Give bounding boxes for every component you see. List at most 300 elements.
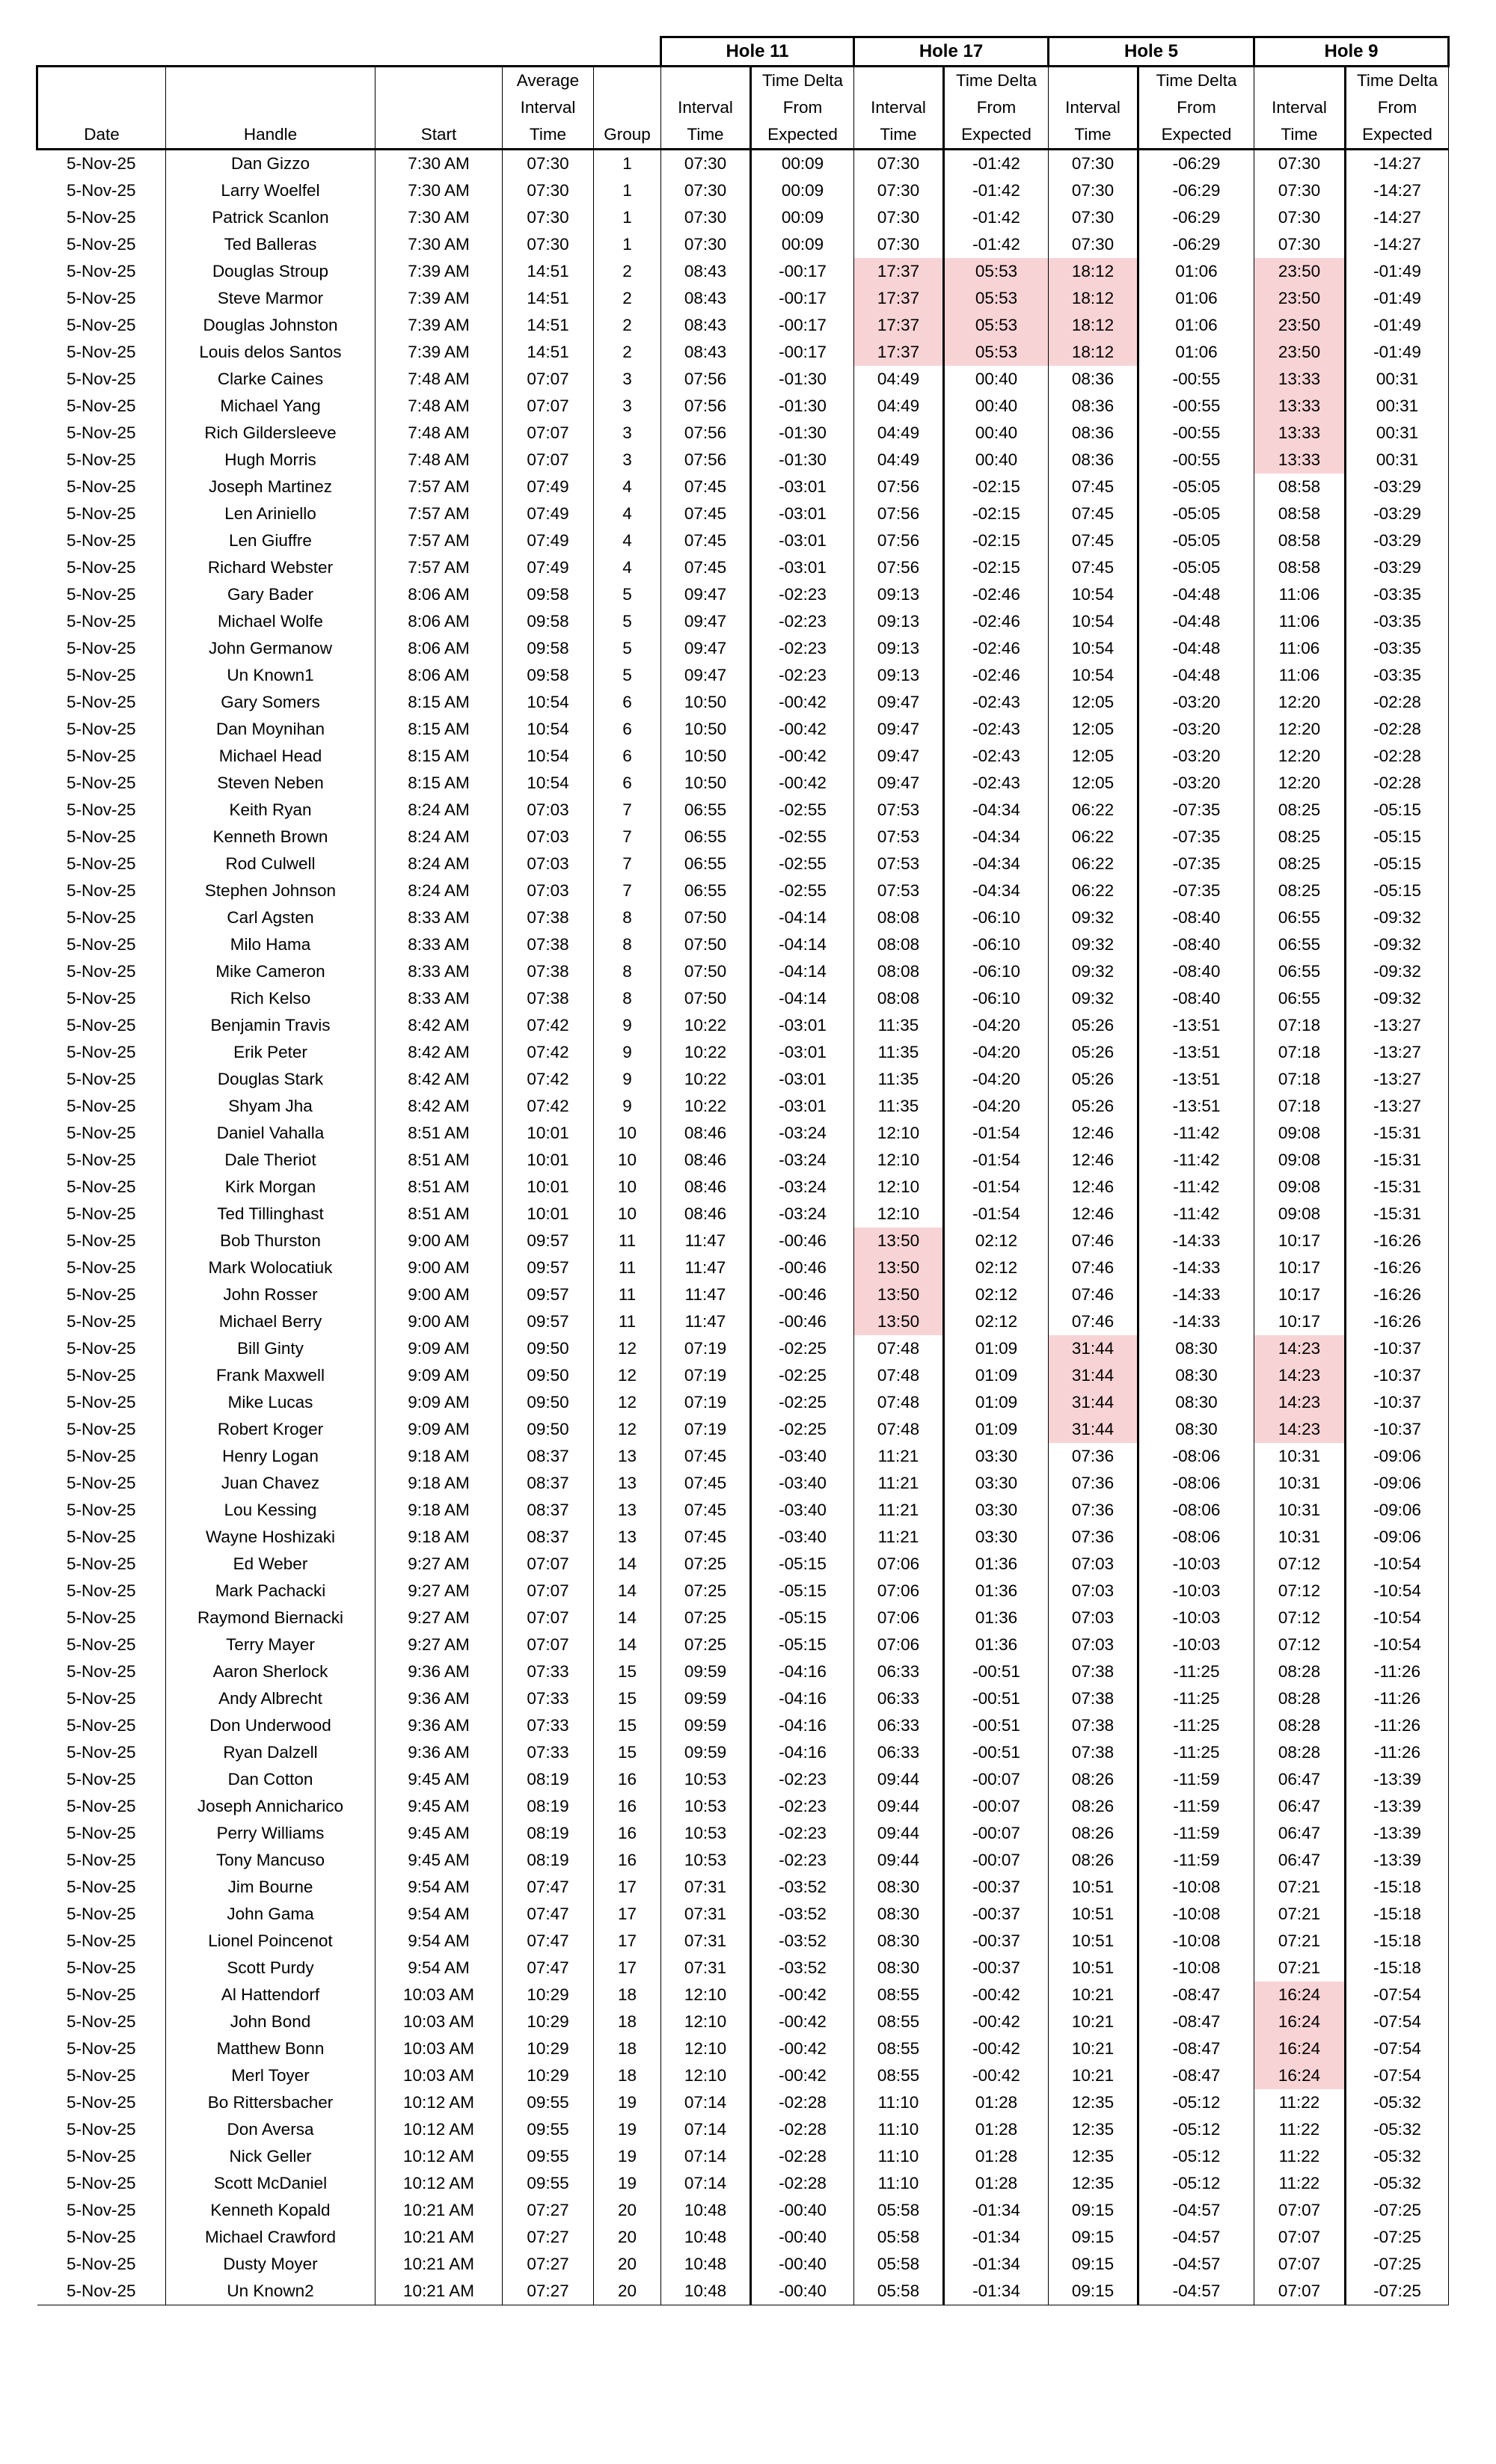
hole9-time-delta-cell: -13:27 [1346, 1012, 1449, 1039]
start-cell: 9:27 AM [375, 1631, 503, 1658]
group-cell: 2 [594, 312, 661, 339]
hole5-time-delta-cell: -10:03 [1138, 1551, 1254, 1578]
hole5-interval-time-cell: 07:30 [1049, 204, 1138, 231]
average-interval-time-cell: 07:03 [503, 797, 594, 824]
hole9-interval-time-cell: 07:18 [1254, 1093, 1346, 1120]
table-row [37, 1066, 1449, 1093]
handle-cell: Don Underwood [166, 1712, 375, 1739]
hole11-interval-time-cell: 10:53 [661, 1766, 751, 1793]
table-row [37, 1362, 1449, 1389]
hole17-time-delta-cell: -00:42 [944, 2008, 1049, 2035]
hole5-time-delta-cell: -03:20 [1138, 689, 1254, 716]
hole11-time-delta-cell: -05:15 [751, 1631, 854, 1658]
start-cell: 8:51 AM [375, 1120, 503, 1147]
start-cell: 9:00 AM [375, 1228, 503, 1254]
average-interval-time-cell: 07:07 [503, 1578, 594, 1605]
group-cell: 18 [594, 2008, 661, 2035]
hole11-time-delta-cell: -02:55 [751, 797, 854, 824]
hole9-time-delta-cell: -13:39 [1346, 1766, 1449, 1793]
hole9-interval-time-cell: 16:24 [1254, 2035, 1346, 2062]
hole11-interval-time-cell: 09:47 [661, 581, 751, 608]
table-row [37, 1524, 1449, 1551]
hole17-time-delta-cell: -01:54 [944, 1174, 1049, 1201]
group-cell: 12 [594, 1362, 661, 1389]
average-interval-time-cell: 08:19 [503, 1766, 594, 1793]
date-cell: 5-Nov-25 [37, 1362, 166, 1389]
hole9-time-delta-cell: -11:26 [1346, 1712, 1449, 1739]
hole11-interval-time-cell: 07:50 [661, 958, 751, 985]
hole11-time-delta-cell: -05:15 [751, 1578, 854, 1605]
group-cell: 10 [594, 1120, 661, 1147]
handle-cell: Ted Tillinghast [166, 1201, 375, 1228]
table-row [37, 1955, 1449, 1982]
handle-cell: Michael Head [166, 743, 375, 770]
average-interval-time-cell: 07:38 [503, 904, 594, 931]
average-interval-time-cell: 07:07 [503, 366, 594, 393]
handle-cell: Michael Crawford [166, 2224, 375, 2251]
hole5-time-delta-cell: -11:42 [1138, 1174, 1254, 1201]
hole11-interval-time-cell: 07:25 [661, 1631, 751, 1658]
hole11-time-delta-cell: -01:30 [751, 420, 854, 447]
hole11-interval-time-cell: 10:22 [661, 1039, 751, 1066]
hole17-interval-time-cell: 08:08 [854, 985, 944, 1012]
hole11-interval-time-cell: 12:10 [661, 2062, 751, 2089]
hole5-interval-time-cell: 08:26 [1049, 1847, 1138, 1874]
hole17-time-delta-cell: -01:54 [944, 1120, 1049, 1147]
hole11-time-delta-cell: -02:25 [751, 1335, 854, 1362]
hole17-interval-time-cell: 11:21 [854, 1470, 944, 1497]
date-cell: 5-Nov-25 [37, 1820, 166, 1847]
date-cell: 5-Nov-25 [37, 1497, 166, 1524]
table-row [37, 1281, 1449, 1308]
header-line [375, 94, 502, 121]
handle-cell: Louis delos Santos [166, 339, 375, 366]
tee-time-table [36, 36, 1450, 2305]
date-cell: 5-Nov-25 [37, 1955, 166, 1982]
hole17-time-delta-cell: 00:40 [944, 366, 1049, 393]
hole17-time-delta-cell: 03:30 [944, 1470, 1049, 1497]
start-cell: 9:54 AM [375, 1901, 503, 1928]
group-cell: 20 [594, 2278, 661, 2305]
hole17-interval-time-cell: 05:58 [854, 2278, 944, 2305]
header-line: Time [880, 125, 917, 144]
start-cell: 7:39 AM [375, 312, 503, 339]
hole11-time-delta-cell: -04:14 [751, 958, 854, 985]
group-cell: 8 [594, 931, 661, 958]
table-row [37, 2062, 1449, 2089]
date-cell: 5-Nov-25 [37, 1174, 166, 1201]
group-cell: 17 [594, 1955, 661, 1982]
hole17-interval-time-cell: 11:21 [854, 1443, 944, 1470]
hole9-time-delta-cell: -16:26 [1346, 1228, 1449, 1254]
hole11-time-delta-cell: -04:16 [751, 1658, 854, 1685]
header-line: Average [516, 71, 580, 90]
average-interval-time-cell: 09:58 [503, 581, 594, 608]
hole9-interval-time-cell: 07:07 [1254, 2224, 1346, 2251]
hole9-interval-time-cell: 07:30 [1254, 204, 1346, 231]
hole9-time-delta-cell: -11:26 [1346, 1685, 1449, 1712]
group-cell: 7 [594, 797, 661, 824]
hole-header-row [37, 37, 1449, 67]
date-cell: 5-Nov-25 [37, 1712, 166, 1739]
hole17-time-delta-cell: -00:51 [944, 1685, 1049, 1712]
hole9-time-delta-cell: -15:18 [1346, 1874, 1449, 1901]
hole5-time-delta-cell: -04:57 [1138, 2278, 1254, 2305]
group-cell: 14 [594, 1551, 661, 1578]
handle-cell: Steven Neben [166, 770, 375, 797]
hole11-interval-time-cell: 06:55 [661, 877, 751, 904]
hole5-time-delta-cell: -05:12 [1138, 2089, 1254, 2116]
hole17-time-delta-cell: -02:46 [944, 581, 1049, 608]
hole11-time-delta-cell: -00:40 [751, 2251, 854, 2278]
average-interval-time-cell: 10:54 [503, 770, 594, 797]
hole9-interval-time-cell: 11:06 [1254, 635, 1346, 662]
group-cell: 16 [594, 1793, 661, 1820]
hole5-interval-time-cell: 10:54 [1049, 581, 1138, 608]
start-cell: 8:42 AM [375, 1039, 503, 1066]
average-interval-time-cell: 09:58 [503, 662, 594, 689]
average-interval-time-cell: 09:58 [503, 608, 594, 635]
start-cell: 8:33 AM [375, 931, 503, 958]
handle-cell: Juan Chavez [166, 1470, 375, 1497]
table-row [37, 1147, 1449, 1174]
hole5-interval-time-cell: 12:46 [1049, 1174, 1138, 1201]
group-cell: 13 [594, 1470, 661, 1497]
hole5-interval-time-cell: 10:21 [1049, 2062, 1138, 2089]
header-line: From [1177, 98, 1216, 117]
hole11-time-delta-cell: -00:46 [751, 1228, 854, 1254]
hole5-time-delta-cell: 08:30 [1138, 1335, 1254, 1362]
table-row [37, 1228, 1449, 1254]
hole11-interval-time-cell: 07:14 [661, 2170, 751, 2197]
group-cell: 11 [594, 1308, 661, 1335]
handle-cell: Gary Somers [166, 689, 375, 716]
hole9-interval-time-cell: 06:55 [1254, 931, 1346, 958]
hole11-time-delta-cell: -00:40 [751, 2197, 854, 2224]
hole11-interval-time-cell: 09:59 [661, 1712, 751, 1739]
hole5-time-delta-cell: -03:20 [1138, 770, 1254, 797]
header-line: Interval [678, 98, 733, 117]
hole9-time-delta-cell: -13:39 [1346, 1847, 1449, 1874]
hole5-time-delta-cell: -04:57 [1138, 2251, 1254, 2278]
hole17-time-delta-cell: 05:53 [944, 339, 1049, 366]
hole17-time-delta-cell: -04:20 [944, 1093, 1049, 1120]
hole9-time-delta-cell: -10:54 [1346, 1631, 1449, 1658]
handle-cell: Joseph Martinez [166, 474, 375, 500]
header-line: Expected [1362, 125, 1432, 144]
hole17-interval-time-cell: 07:06 [854, 1578, 944, 1605]
header-line: Time Delta [1357, 71, 1438, 90]
hole17-interval-time-cell: 11:21 [854, 1497, 944, 1524]
hole9-time-delta-cell: -07:25 [1346, 2224, 1449, 2251]
column-header-row [37, 67, 1449, 150]
date-cell: 5-Nov-25 [37, 824, 166, 851]
hole11-interval-time-cell: 07:14 [661, 2116, 751, 2143]
hole11-time-delta-cell: -01:30 [751, 393, 854, 420]
hole17-interval-time-cell: 06:33 [854, 1685, 944, 1712]
hole17-interval-time-cell: 11:10 [854, 2116, 944, 2143]
table-row [37, 1470, 1449, 1497]
hole5-interval-time-cell: 10:51 [1049, 1901, 1138, 1928]
group-cell: 4 [594, 527, 661, 554]
hole17-interval-time-cell: 09:13 [854, 635, 944, 662]
handle-cell: Dale Theriot [166, 1147, 375, 1174]
handle-cell: Nick Geller [166, 2143, 375, 2170]
hole11-time-delta-cell: -00:42 [751, 743, 854, 770]
date-cell: 5-Nov-25 [37, 447, 166, 474]
hole9-interval-time-cell: 10:17 [1254, 1228, 1346, 1254]
hole17-time-delta-cell: -02:15 [944, 500, 1049, 527]
hole17-time-delta-cell: -01:34 [944, 2197, 1049, 2224]
hole5-interval-time-cell: 07:45 [1049, 554, 1138, 581]
table-row [37, 231, 1449, 258]
group-cell: 13 [594, 1497, 661, 1524]
hole17-time-delta-cell: -02:46 [944, 635, 1049, 662]
hole5-time-delta-cell: -11:59 [1138, 1847, 1254, 1874]
hole17-interval-time-cell: 08:08 [854, 904, 944, 931]
table-row [37, 204, 1449, 231]
table-row [37, 258, 1449, 285]
hole5-interval-time-cell: 18:12 [1049, 258, 1138, 285]
start-cell: 9:09 AM [375, 1335, 503, 1362]
start-cell: 10:21 AM [375, 2278, 503, 2305]
average-interval-time-cell: 10:54 [503, 743, 594, 770]
hole9-time-delta-cell: -11:26 [1346, 1658, 1449, 1685]
table-row [37, 877, 1449, 904]
start-cell: 7:57 AM [375, 500, 503, 527]
hole17-interval-time-cell: 07:48 [854, 1416, 944, 1443]
date-cell: 5-Nov-25 [37, 1631, 166, 1658]
hole11-interval-time-cell: 07:19 [661, 1416, 751, 1443]
table-row [37, 1685, 1449, 1712]
hole9-time-delta-cell: -03:35 [1346, 581, 1449, 608]
start-cell: 10:12 AM [375, 2116, 503, 2143]
handle-cell: Jim Bourne [166, 1874, 375, 1901]
average-interval-time-cell: 07:30 [503, 177, 594, 204]
hole5-interval-time-cell: 07:30 [1049, 150, 1138, 178]
hole5-interval-time-cell: 18:12 [1049, 285, 1138, 312]
hole17-time-delta-cell: -00:51 [944, 1739, 1049, 1766]
hole17-interval-time-cell: 13:50 [854, 1308, 944, 1335]
table-row [37, 366, 1449, 393]
hole5-interval-time-cell: 10:51 [1049, 1874, 1138, 1901]
date-cell: 5-Nov-25 [37, 339, 166, 366]
hole11-interval-time-cell: 07:30 [661, 177, 751, 204]
average-interval-time-cell: 10:29 [503, 1982, 594, 2008]
hole9-interval-time-cell: 13:33 [1254, 366, 1346, 393]
hole5-interval-time-cell: 07:45 [1049, 527, 1138, 554]
group-cell: 4 [594, 500, 661, 527]
hole5-interval-time-cell: 05:26 [1049, 1039, 1138, 1066]
average-interval-time-cell: 07:03 [503, 877, 594, 904]
hole5-time-delta-cell: -00:55 [1138, 366, 1254, 393]
start-cell: 9:18 AM [375, 1497, 503, 1524]
hole9-time-delta-cell: -16:26 [1346, 1281, 1449, 1308]
date-cell: 5-Nov-25 [37, 420, 166, 447]
group-cell: 13 [594, 1443, 661, 1470]
average-interval-time-cell: 07:42 [503, 1066, 594, 1093]
hole9-time-delta-cell: -05:32 [1346, 2170, 1449, 2197]
hole11-time-delta-cell: -02:25 [751, 1416, 854, 1443]
hole11-interval-time-cell: 07:31 [661, 1955, 751, 1982]
start-cell: 10:03 AM [375, 2035, 503, 2062]
hole17-time-delta-cell: -01:34 [944, 2224, 1049, 2251]
hole11-time-delta-cell: -02:23 [751, 608, 854, 635]
average-interval-time-cell: 07:38 [503, 958, 594, 985]
handle-cell: Mark Pachacki [166, 1578, 375, 1605]
start-cell: 10:12 AM [375, 2143, 503, 2170]
hole5-interval-time-cell: 06:22 [1049, 851, 1138, 877]
hole9-time-delta-cell: -09:32 [1346, 904, 1449, 931]
hole11-time-delta-cell: -00:40 [751, 2224, 854, 2251]
group-cell: 1 [594, 231, 661, 258]
hole11-time-delta-cell: -03:01 [751, 554, 854, 581]
hole9-time-delta-cell: -05:32 [1346, 2116, 1449, 2143]
hole11-time-delta-cell: -00:46 [751, 1254, 854, 1281]
hole17-time-delta-cell: -02:46 [944, 662, 1049, 689]
start-cell: 9:00 AM [375, 1254, 503, 1281]
hole17-interval-time-cell: 07:53 [854, 877, 944, 904]
hole5-interval-time-cell: 10:54 [1049, 608, 1138, 635]
average-interval-time-cell: 07:03 [503, 824, 594, 851]
group-cell: 9 [594, 1093, 661, 1120]
hole11-time-delta-cell: -04:14 [751, 985, 854, 1012]
hole17-interval-time-cell: 11:10 [854, 2170, 944, 2197]
hole9-time-delta-cell: -03:29 [1346, 474, 1449, 500]
handle-cell: Dan Gizzo [166, 150, 375, 178]
hole17-interval-time-cell: 07:30 [854, 150, 944, 178]
hole5-time-delta-cell: -03:20 [1138, 743, 1254, 770]
table-row [37, 1389, 1449, 1416]
hole9-time-delta-cell: -09:06 [1346, 1470, 1449, 1497]
hole5-interval-time-cell: 10:21 [1049, 1982, 1138, 2008]
hole9-time-delta-cell: -14:27 [1346, 231, 1449, 258]
average-interval-time-cell: 07:49 [503, 527, 594, 554]
group-cell: 18 [594, 1982, 661, 2008]
hole9-time-delta-cell: -02:28 [1346, 689, 1449, 716]
hole17-time-delta-cell: -02:46 [944, 608, 1049, 635]
average-interval-time-cell: 07:07 [503, 1605, 594, 1631]
table-row [37, 2116, 1449, 2143]
group-cell: 17 [594, 1874, 661, 1901]
hole11-interval-time-cell: 10:50 [661, 743, 751, 770]
handle-cell: Michael Yang [166, 393, 375, 420]
hole17-interval-time-cell: 07:06 [854, 1631, 944, 1658]
hole9-time-delta-cell: -02:28 [1346, 743, 1449, 770]
handle-cell: Kenneth Brown [166, 824, 375, 851]
handle-cell: Michael Wolfe [166, 608, 375, 635]
group-cell: 9 [594, 1012, 661, 1039]
hole11-interval-time-cell: 07:30 [661, 231, 751, 258]
handle-cell: Clarke Caines [166, 366, 375, 393]
date-cell: 5-Nov-25 [37, 1685, 166, 1712]
start-cell: 9:00 AM [375, 1281, 503, 1308]
hole9-time-delta-cell: 00:31 [1346, 447, 1449, 474]
hole5-time-delta-cell: -05:05 [1138, 554, 1254, 581]
hole5-time-delta-cell: -14:33 [1138, 1254, 1254, 1281]
table-row [37, 150, 1449, 178]
start-cell: 8:42 AM [375, 1093, 503, 1120]
hole5-time-delta-cell: -08:47 [1138, 2062, 1254, 2089]
average-interval-time-cell: 08:19 [503, 1793, 594, 1820]
hole5-time-delta-cell: -07:35 [1138, 797, 1254, 824]
hole17-time-delta-cell: -01:54 [944, 1201, 1049, 1228]
table-row [37, 1605, 1449, 1631]
start-cell: 9:36 AM [375, 1739, 503, 1766]
hole17-time-delta-header [944, 67, 1049, 150]
hole17-time-delta-cell: -01:34 [944, 2251, 1049, 2278]
average-interval-time-cell: 08:19 [503, 1847, 594, 1874]
hole17-time-delta-cell: -04:34 [944, 824, 1049, 851]
hole11-time-delta-cell: -03:24 [751, 1174, 854, 1201]
hole9-interval-time-cell: 11:06 [1254, 608, 1346, 635]
hole9-time-delta-cell: -16:26 [1346, 1254, 1449, 1281]
handle-cell: Kirk Morgan [166, 1174, 375, 1201]
table-row [37, 2278, 1449, 2305]
hole9-interval-time-cell: 07:21 [1254, 1901, 1346, 1928]
hole17-time-delta-cell: -00:07 [944, 1820, 1049, 1847]
header-line [661, 67, 749, 94]
hole9-interval-time-cell: 13:33 [1254, 420, 1346, 447]
hole17-interval-time-cell: 17:37 [854, 258, 944, 285]
hole9-interval-time-cell: 10:17 [1254, 1281, 1346, 1308]
hole5-time-delta-cell: 01:06 [1138, 285, 1254, 312]
start-cell: 9:45 AM [375, 1820, 503, 1847]
start-cell: 8:24 AM [375, 824, 503, 851]
hole9-time-delta-cell: -01:49 [1346, 258, 1449, 285]
hole5-interval-time-cell: 07:38 [1049, 1685, 1138, 1712]
header-line: Group [604, 125, 651, 144]
header-line: Interval [1065, 98, 1121, 117]
hole5-time-delta-cell: -10:03 [1138, 1605, 1254, 1631]
handle-cell: Daniel Vahalla [166, 1120, 375, 1147]
date-cell: 5-Nov-25 [37, 1228, 166, 1254]
hole17-time-delta-cell: 01:36 [944, 1605, 1049, 1631]
average-interval-time-cell: 07:33 [503, 1685, 594, 1712]
hole9-interval-time-cell: 07:07 [1254, 2197, 1346, 2224]
hole11-interval-time-cell: 09:47 [661, 608, 751, 635]
date-cell: 5-Nov-25 [37, 2062, 166, 2089]
hole17-interval-time-cell: 08:55 [854, 1982, 944, 2008]
average-interval-time-cell: 07:03 [503, 851, 594, 877]
handle-cell: Ted Balleras [166, 231, 375, 258]
hole17-time-delta-cell: -00:42 [944, 2062, 1049, 2089]
hole11-interval-time-cell: 09:47 [661, 635, 751, 662]
hole11-interval-time-cell: 07:19 [661, 1362, 751, 1389]
hole9-time-delta-cell: -16:26 [1346, 1308, 1449, 1335]
hole9-interval-time-cell: 14:23 [1254, 1362, 1346, 1389]
header-line: Handle [243, 125, 298, 144]
hole17-time-delta-cell: -00:07 [944, 1793, 1049, 1820]
average-interval-time-cell: 14:51 [503, 258, 594, 285]
hole11-interval-time-cell: 07:56 [661, 393, 751, 420]
hole17-time-delta-cell: -01:42 [944, 150, 1049, 178]
hole17-interval-time-cell: 04:49 [854, 447, 944, 474]
hole9-interval-time-cell: 06:55 [1254, 904, 1346, 931]
hole5-time-delta-cell: -05:12 [1138, 2116, 1254, 2143]
date-cell: 5-Nov-25 [37, 2116, 166, 2143]
hole17-time-delta-cell: -04:34 [944, 797, 1049, 824]
hole5-interval-time-cell: 10:54 [1049, 662, 1138, 689]
hole5-interval-time-cell: 09:32 [1049, 985, 1138, 1012]
hole17-interval-time-cell: 08:30 [854, 1955, 944, 1982]
hole9-interval-time-cell: 06:55 [1254, 985, 1346, 1012]
handle-cell: Bill Ginty [166, 1335, 375, 1362]
hole11-interval-time-cell: 08:46 [661, 1120, 751, 1147]
hole11-interval-time-cell: 07:50 [661, 904, 751, 931]
group-cell: 12 [594, 1335, 661, 1362]
group-cell: 3 [594, 366, 661, 393]
